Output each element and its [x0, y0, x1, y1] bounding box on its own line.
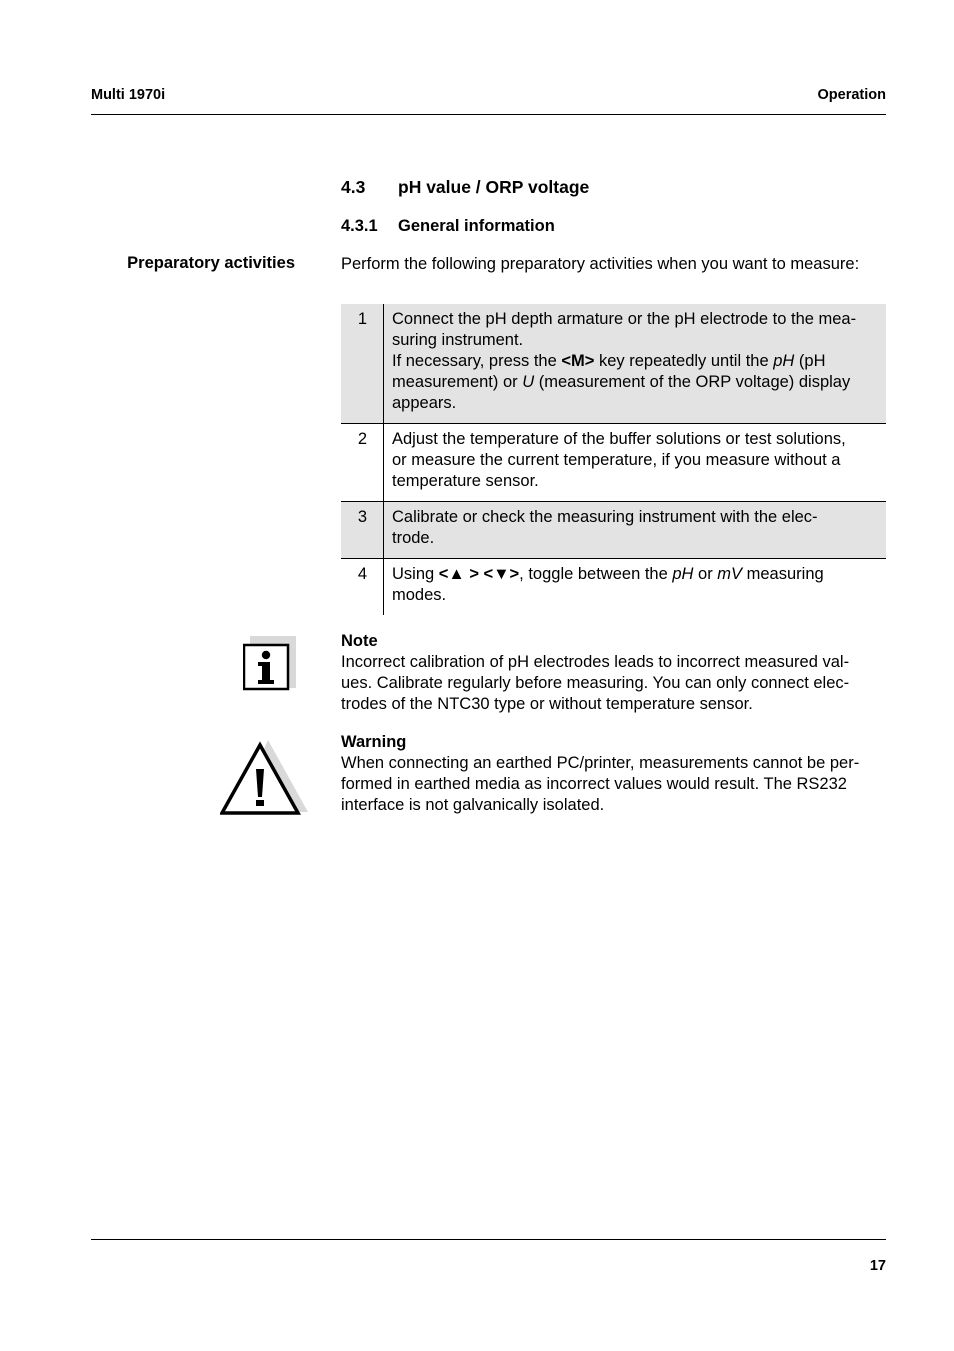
step-line: trode. — [392, 529, 435, 547]
info-icon — [243, 636, 297, 691]
subsection-title: General information — [398, 217, 555, 235]
step-text — [384, 502, 886, 558]
step-row — [341, 558, 886, 615]
page-number: 17 — [869, 1258, 886, 1274]
step-line: Using <▲ > <▼>, toggle between the pH or mV measuring — [392, 565, 824, 583]
note-line: Incorrect calibration of pH electrodes leads to incorrect measured val- — [341, 653, 850, 671]
header-chapter: Operation — [817, 87, 886, 103]
note-line: ues. Calibrate regularly before measuring. You can only connect elec- — [341, 674, 850, 692]
step-number: 3 — [341, 502, 384, 558]
step-text — [384, 424, 886, 501]
step-line: Adjust the temperature of the buffer solutions or test solutions, — [392, 430, 846, 448]
header-product: Multi 1970i — [91, 87, 166, 103]
step-text — [384, 304, 886, 423]
note-line: trodes of the NTC30 type or without temperature sensor. — [341, 695, 753, 713]
warning-line: interface is not galvanically isolated. — [341, 796, 605, 814]
footer-rule — [91, 1239, 886, 1240]
step-line: measurement) or U (measurement of the ORP voltage) display — [392, 373, 851, 391]
step-row — [341, 501, 886, 558]
section-number: 4.3 — [341, 177, 366, 197]
step-line: Calibrate or check the measuring instrument with the elec- — [392, 508, 818, 526]
subsection-number: 4.3.1 — [341, 217, 378, 235]
step-row — [341, 423, 886, 501]
sidebar-label: Preparatory activities — [127, 254, 295, 272]
warning-line: formed in earthed media as incorrect values would result. The RS232 — [341, 775, 847, 793]
step-line: appears. — [392, 394, 457, 412]
step-line: or measure the current temperature, if you measure without a — [392, 451, 841, 469]
step-line: temperature sensor. — [392, 472, 539, 490]
step-line: modes. — [392, 586, 447, 604]
step-number: 1 — [341, 304, 384, 423]
note-block — [341, 631, 887, 715]
step-line: If necessary, press the <M> key repeatedly until the pH (pH — [392, 352, 826, 370]
steps-table — [341, 304, 886, 615]
step-number: 2 — [341, 424, 384, 501]
warning-icon — [220, 737, 310, 817]
step-text — [384, 559, 886, 615]
step-line: suring instrument. — [392, 331, 524, 349]
warning-line: When connecting an earthed PC/printer, measurements cannot be per- — [341, 754, 860, 772]
intro-text: Perform the following preparatory activities when you want to measure: — [341, 255, 860, 273]
step-row — [341, 304, 886, 423]
warning-title: Warning — [341, 733, 407, 751]
step-number: 4 — [341, 559, 384, 615]
note-title: Note — [341, 632, 378, 650]
warning-block — [341, 732, 887, 816]
step-line: Connect the pH depth armature or the pH electrode to the mea- — [392, 310, 857, 328]
section-title: pH value / ORP voltage — [398, 177, 590, 197]
header-rule — [91, 114, 886, 115]
